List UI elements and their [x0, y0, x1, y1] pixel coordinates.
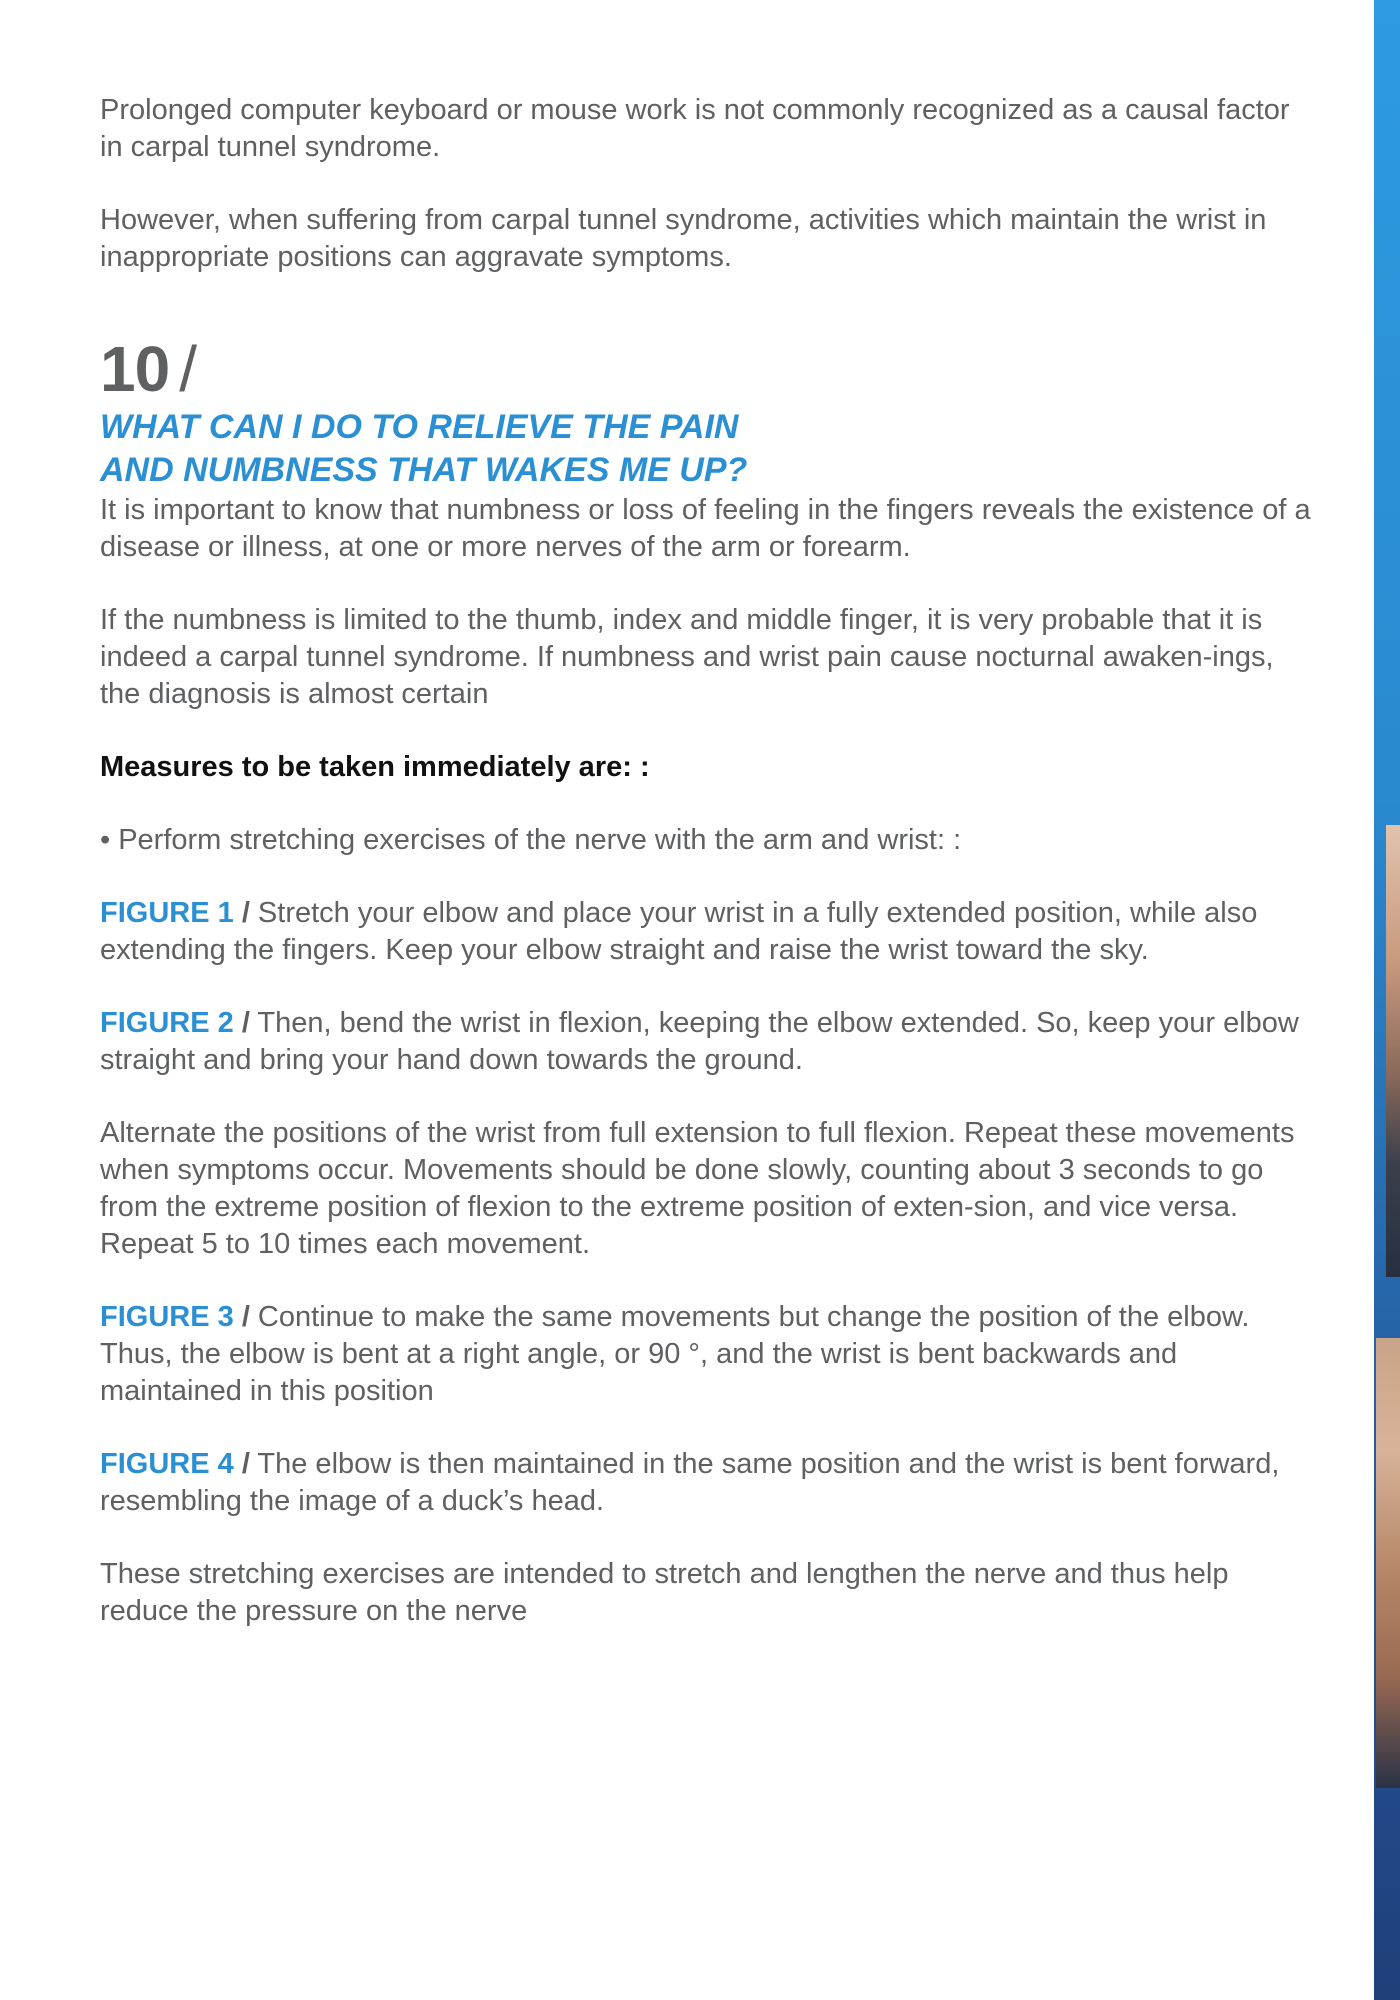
figure-label: FIGURE 2: [100, 1007, 234, 1039]
cropped-photo: [1376, 1338, 1400, 1788]
figure-3-paragraph: [100, 1299, 1315, 1410]
body-paragraph: It is important to know that numbness or loss of feeling in the fingers reveals the existence of a disease or illness, at one or more nerves of the arm or forearm.: [100, 494, 1311, 563]
figure-slash: /: [241, 1301, 250, 1333]
figure-text: Then, bend the wrist in flexion, keeping the elbow extended. So, keep your elbow straight and bring your hand down towards the ground.: [100, 1007, 1299, 1076]
bullet-item: • Perform stretching exercises of the nerve with the arm and wrist: :: [100, 824, 962, 856]
section-number-slash: /: [179, 333, 196, 405]
intro-paragraph: However, when suffering from carpal tunnel syndrome, activities which maintain the wrist in inappropriate positions can aggravate symptoms.: [100, 204, 1267, 273]
intro-paragraph: Prolonged computer keyboard or mouse work is not commonly recognized as a causal factor in carpal tunnel syndrome.: [100, 94, 1290, 163]
section-title-line: AND NUMBNESS THAT WAKES ME UP?: [100, 451, 748, 489]
section-title: [100, 406, 1315, 492]
figure-text: The elbow is then maintained in the same position and the wrist is bent forward, resembling the image of a duck’s head.: [100, 1448, 1280, 1517]
alternate-paragraph: Alternate the positions of the wrist from full extension to full flexion. Repeat these movements when symptoms occur. Movements should be done slowly, counting about 3 seconds to go from the extreme position of flexion to the extreme position of exten-sion, and vice versa. Repeat 5 to 10 times each movement.: [100, 1117, 1295, 1260]
figure-label: FIGURE 4: [100, 1448, 234, 1480]
section-number-value: 10: [100, 333, 170, 405]
measures-heading: Measures to be taken immediately are: :: [100, 751, 650, 783]
section-number: [100, 333, 1315, 405]
figure-slash: /: [241, 1007, 250, 1039]
cropped-photo: [1386, 825, 1400, 1277]
body-paragraph: If the numbness is limited to the thumb, index and middle finger, it is very probable that it is indeed a carpal tunnel syndrome. If numbness and wrist pain cause nocturnal awaken-ings, the diagnosis is almost certain: [100, 604, 1274, 710]
figure-label: FIGURE 1: [100, 897, 234, 929]
figure-text: Continue to make the same movements but change the position of the elbow. Thus, the elbow is bent at a right angle, or 90 °, and the wrist is bent backwards and maintained in this position: [100, 1301, 1250, 1407]
section-title-line: WHAT CAN I DO TO RELIEVE THE PAIN: [100, 408, 739, 446]
figure-4-paragraph: [100, 1446, 1315, 1520]
figure-slash: /: [241, 1448, 250, 1480]
figure-text: Stretch your elbow and place your wrist in a fully extended position, while also extending the fingers. Keep your elbow straight and raise the wrist toward the sky.: [100, 897, 1258, 966]
page-content: [100, 92, 1315, 1630]
figure-1-paragraph: [100, 895, 1315, 969]
figure-label: FIGURE 3: [100, 1301, 234, 1333]
figure-slash: /: [241, 897, 250, 929]
closing-paragraph: These stretching exercises are intended to stretch and lengthen the nerve and thus help reduce the pressure on the nerve: [100, 1558, 1229, 1627]
figure-2-paragraph: [100, 1005, 1315, 1079]
